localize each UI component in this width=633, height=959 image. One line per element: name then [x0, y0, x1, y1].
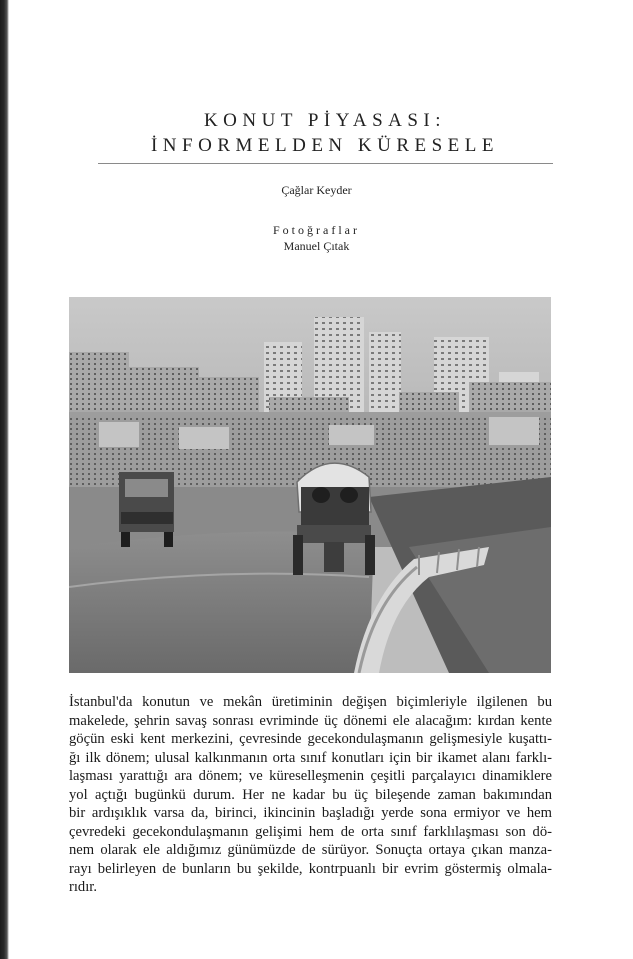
body-line-5: laşması yarattığı ara dönem; ve küreselleşmenin çeşitli parçalayıcı dinamiklere [69, 768, 552, 784]
article-photo [69, 297, 551, 673]
body-line-9: nem olarak ele aldığımız günümüzde de sürüyor. Sonuçta ortaya çıkan manza- [69, 842, 552, 858]
article-title-line-1: KONUT PİYASASI: [203, 110, 447, 131]
body-line-10: rayı belirleyen de bunların bu şekilde, kontrpuanlı bir evrim göstermiş olmala- [69, 860, 552, 877]
body-line-7: bir ardışıklık varsa da, birinci, ikincinin başladığı yerde sona ermiyor ve hem [69, 805, 552, 821]
body-line-2: makelede, şehrin savaş sonrası evriminde üç dönemi ele alacağım: kırdan kente [69, 712, 552, 729]
photo-credit-label: Fotoğraflar [273, 223, 360, 237]
title-divider [98, 163, 553, 164]
body-line-1: İstanbul'da konutun ve mekân üretiminin değişen biçimleriyle ilgilenen bu [69, 694, 552, 710]
article-body [69, 693, 552, 897]
body-line-11: rıdır. [69, 879, 97, 895]
author-name: Çağlar Keyder [281, 183, 352, 197]
photographer-name: Manuel Çıtak [283, 239, 350, 253]
body-line-3: göçün eski kent merkezini, çevresinde gecekondulaşmanın gelişmesiyle kuşattı- [69, 731, 552, 747]
page-binding-edge [0, 0, 9, 959]
body-line-4: ğı ilk dönem; ulusal kalkınmanın orta sınıf konutları için bir ikamet alanı farklı- [69, 749, 552, 766]
article-title-line-2: İNFORMELDEN KÜRESELE [150, 135, 500, 156]
body-line-8: çevredeki gecekondulaşmanın gelişimi hem de orta sınıf farklılaşması son dö- [69, 823, 552, 840]
body-line-6: yol açtığı bugünkü durum. Her ne kadar bu üç bileşende zaman bakımından [69, 786, 552, 803]
